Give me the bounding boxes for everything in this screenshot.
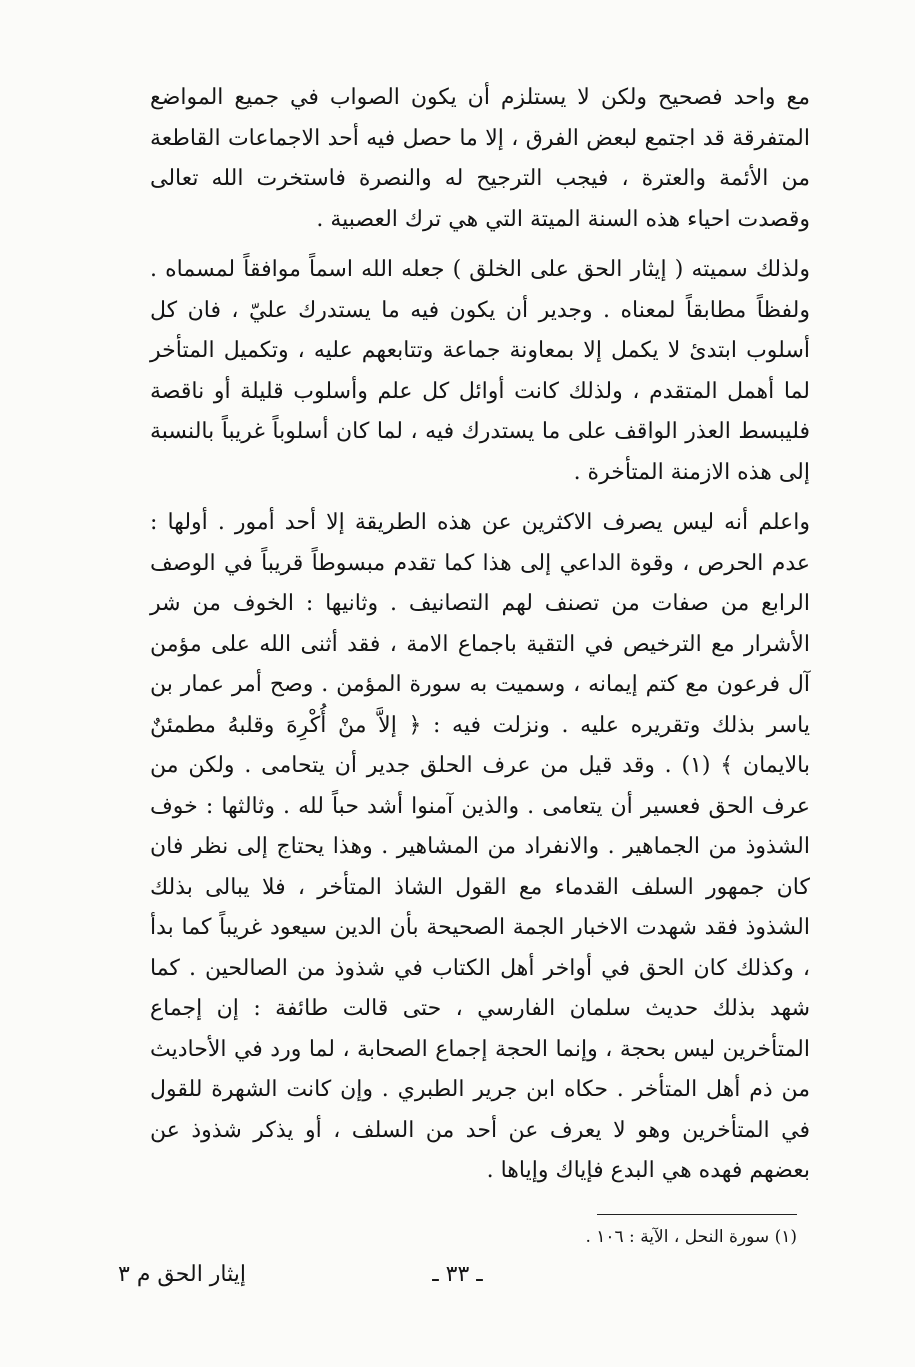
paragraph-3: واعلم أنه ليس يصرف الاكثرين عن هذه الطريقة إلا أحد أمور . أولها : عدم الحرص ، وقوة الداعي إلى هذا كما تقدم مبسوطاً قريباً في الوصف الرابع من صفات من تصنف لهم التصانيف . وثانيها : الخوف من شر الأشرار مع الترخيص في التقية باجماع الامة ، فقد أثنى الله على مؤمن آل فرعون مع كتم إيمانه ، وسميت به سورة المؤمن . وصح أمر عمار بن ياسر بذلك وتقريره عليه . ونزلت فيه : ﴿ إلاَّ منْ أُكْرِهَ وقلبهُ مطمئنٌ بالايمان ﴾ (١) . وقد قيل من عرف الحلق جدير أن يتحامى . ولكن من عرف الحق فعسير أن يتعامى . والذين آمنوا أشد حباً لله . وثالثها : خوف الشذوذ من الجماهير . والانفراد من المشاهير . وهذا يحتاج إلى نظر فان كان جمهور السلف القدماء مع القول الشاذ المتأخر ، فلا يبالى بذلك الشذوذ فقد شهدت الاخبار الجمة الصحيحة بأن الدين سيعود غريباً كما بدأ ، وكذلك كان الحق في أواخر أهل الكتاب في شذوذ من الصالحين . كما شهد بذلك حديث سلمان الفارسي ، حتى قالت طائفة : إن إجماع المتأخرين ليس بحجة ، وإنما الحجة إجماع الصحابة ، لما ورد في الأحاديث من ذم أهل المتأخر . حكاه ابن جرير الطبري . وإن كانت الشهرة للقول في المتأخرين وهو لا يعرف عن أحد من السلف ، أو يذكر شذوذ عن بعضهم فهده هي البدع فإياك وإياها . [150,510,810,1183]
footnote-divider [597,1214,797,1215]
paragraph-2: ولذلك سميته ( إيثار الحق على الخلق ) جعله الله اسماً موافقاً لمسماه . ولفظاً مطابقاً لمعناه . وجدير أن يكون فيه ما يستدرك عليّ ، فان كل أسلوب ابتدئ لا يكمل إلا بمعاونة جماعة وتتابعهم عليه ، وتكميل المتأخر لما أهمل المتقدم ، ولذلك كانت أوائل كل علم وأسلوب قليلة أو ناقصة فليبسط العذر الواقف على ما يستدرك فيه ، لما كان أسلوباً غريباً بالنسبة إلى هذه الازمنة المتأخرة . [150,257,810,485]
footnote: (١) سورة النحل ، الآية : ١٠٦ . [585,1227,797,1247]
page-footer [118,1262,797,1296]
running-title: إيثار الحق م ٣ [118,1262,246,1287]
page-body [150,78,810,1192]
page-number: ـ ٣٣ ـ [432,1262,483,1287]
paragraph-1: مع واحد فصحيح ولكن لا يستلزم أن يكون الصواب في جميع المواضع المتفرقة قد اجتمع لبعض الفرق ، إلا ما حصل فيه أحد الاجماعات القاطعة من الأئمة والعترة ، فيجب الترجيح له والنصرة فاستخرت الله تعالى وقصدت احياء هذه السنة الميتة التي هي ترك العصبية . [150,85,810,232]
